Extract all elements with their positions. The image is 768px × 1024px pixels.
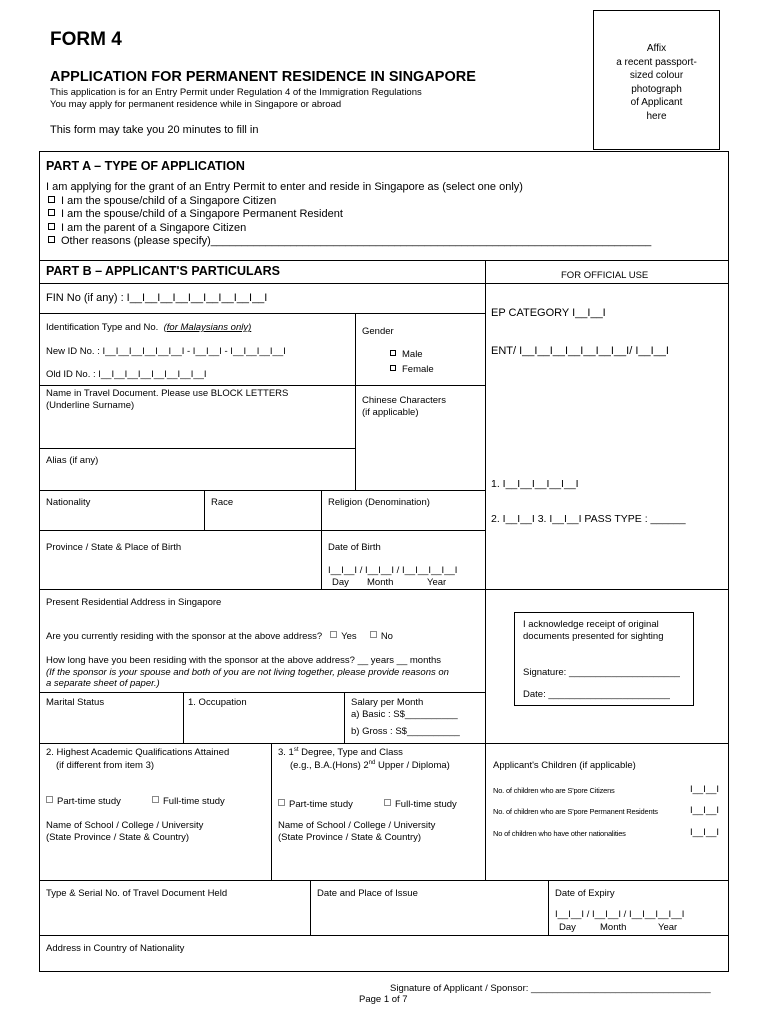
checkbox-icon[interactable] [278, 799, 285, 806]
salary-basic-field[interactable]: a) Basic : S$__________ [351, 709, 458, 720]
expiry-label: Date of Expiry [555, 888, 615, 899]
highest-qualification-label: 2. Highest Academic Qualifications Attained [46, 747, 230, 758]
children-citizens-label: No. of children who are S'pore Citizens [493, 786, 615, 795]
ep-category-field: EP CATEGORY I__I__I [491, 307, 606, 319]
checkbox-icon[interactable] [390, 350, 396, 356]
checkbox-icon[interactable] [384, 799, 391, 806]
official-line-2: 2. I__I__I 3. I__I__I PASS TYPE : ______ [491, 513, 686, 525]
photo-text-5: of Applicant [630, 97, 683, 108]
residing-duration-note-2: a separate sheet of paper.) [46, 678, 160, 689]
children-pr-field[interactable]: I__I__I [690, 805, 720, 816]
issue-date-place-label: Date and Place of Issue [317, 888, 418, 899]
children-other-label: No of children who have other nationalities [493, 829, 626, 838]
residing-question: Are you currently residing with the sponsor at the above address? Yes No [46, 631, 393, 642]
ack-signature-field: Signature: _____________________ [523, 667, 680, 678]
chinese-characters-label: Chinese Characters [362, 395, 446, 406]
salary-gross-field[interactable]: b) Gross : S$__________ [351, 726, 460, 737]
school-note-2: (State Province / State & Country) [278, 832, 422, 843]
checkbox-icon[interactable] [46, 796, 53, 803]
time-note: This form may take you 20 minutes to fill in [50, 124, 259, 136]
subtitle-regulation: This application is for an Entry Permit under Regulation 4 of the Immigration Regulations [50, 87, 422, 98]
occupation-label: 1. Occupation [188, 697, 247, 708]
option-other[interactable]: Other reasons (please specify)________________________________________________________________________ [48, 235, 651, 248]
gender-label: Gender [362, 326, 394, 337]
religion-label: Religion (Denomination) [328, 497, 430, 508]
old-id-field[interactable]: Old ID No. : I__I__I__I__I__I__I__I__I [46, 369, 207, 380]
divider [39, 692, 485, 693]
first-degree-label: 3. 1st Degree, Type and Class [278, 747, 403, 759]
ent-field: ENT/ I__I__I__I__I__I__I__I/ I__I__I [491, 345, 669, 357]
option-parent-citizen[interactable]: I am the parent of a Singapore Citizen [48, 222, 246, 235]
divider [39, 935, 729, 936]
divider [39, 743, 729, 744]
salary-label: Salary per Month [351, 697, 424, 708]
checkbox-icon[interactable] [390, 365, 396, 371]
residing-yes-option[interactable]: Yes [330, 631, 357, 642]
divider [39, 385, 485, 386]
birth-place-label: Province / State & Place of Birth [46, 542, 182, 553]
divider [355, 313, 356, 490]
divider [39, 880, 729, 881]
divider [485, 743, 486, 880]
checkbox-icon[interactable] [48, 196, 55, 203]
official-column-divider [485, 260, 486, 743]
part-a-heading: PART A – TYPE OF APPLICATION [46, 159, 245, 173]
divider [39, 283, 729, 284]
divider [39, 260, 729, 261]
new-id-field[interactable]: New ID No. : I__I__I__I__I__I__I - I__I__I - I__I__I__I__I [46, 346, 286, 357]
gender-female-option[interactable]: Female [390, 364, 434, 375]
checkbox-icon[interactable] [152, 796, 159, 803]
part-b-heading: PART B – APPLICANT'S PARTICULARS [46, 264, 280, 278]
id-type-label: Identification Type and No. (for Malaysians only) [46, 322, 252, 333]
expiry-day-label: Day [559, 922, 576, 933]
school-note-1: (State Province / State & Country) [46, 832, 190, 843]
dob-month-label: Month [367, 577, 394, 588]
children-citizens-field[interactable]: I__I__I [690, 784, 720, 795]
highest-qualification-note: (if different from item 3) [56, 760, 155, 771]
photo-text-4: photograph [631, 83, 682, 95]
expiry-month-label: Month [600, 922, 627, 933]
option-spouse-citizen[interactable]: I am the spouse/child of a Singapore Citizen [48, 195, 276, 208]
divider [39, 490, 485, 491]
form-number: FORM 4 [50, 29, 122, 50]
divider [271, 743, 272, 880]
fin-field[interactable]: FIN No (if any) : I__I__I__I__I__I__I__I__I__I [46, 292, 268, 304]
expiry-field[interactable]: I__I__I / I__I__I / I__I__I__I__I [555, 909, 685, 920]
dob-label: Date of Birth [328, 542, 381, 553]
travel-doc-label: Type & Serial No. of Travel Document Held [46, 888, 228, 899]
official-line-1: 1. I__I__I__I__I__I [491, 478, 579, 490]
checkbox-icon[interactable] [48, 209, 55, 216]
checkbox-icon[interactable] [330, 631, 337, 638]
residing-duration-question: How long have you been residing with the sponsor at the above address? __ years __ months [46, 655, 442, 666]
part-a-intro: I am applying for the grant of an Entry Permit to enter and reside in Singapore as (select one only) [46, 181, 523, 193]
children-pr-label: No. of children who are S'pore Permanent Residents [493, 807, 658, 816]
subtitle-apply-where: You may apply for permanent residence while in Singapore or abroad [50, 99, 342, 110]
divider [39, 448, 355, 449]
parttime-option-1[interactable]: Part-time study [46, 796, 121, 807]
divider [548, 880, 549, 935]
children-heading: Applicant's Children (if applicable) [493, 760, 636, 771]
nationality-address-label: Address in Country of Nationality [46, 943, 185, 954]
checkbox-icon[interactable] [48, 223, 55, 230]
dob-field[interactable]: I__I__I / I__I__I / I__I__I__I__I [328, 565, 458, 576]
school-label-1: Name of School / College / University [46, 820, 204, 831]
divider [344, 692, 345, 743]
divider [39, 530, 485, 531]
residing-duration-note: (If the sponsor is your spouse and both of you are not living together, please provide reasons on [46, 667, 449, 678]
fulltime-option-1[interactable]: Full-time study [152, 796, 225, 807]
divider [321, 490, 322, 589]
page-number: Page 1 of 7 [359, 994, 408, 1005]
gender-male-option[interactable]: Male [390, 349, 423, 360]
photo-text-2: a recent passport- [616, 56, 697, 68]
race-label: Race [211, 497, 234, 508]
expiry-year-label: Year [658, 922, 678, 933]
photo-text-1: Affix [646, 43, 667, 54]
photo-text-3: sized colour [629, 70, 684, 81]
ack-text-2: documents presented for sighting [523, 631, 664, 642]
applicant-signature-line[interactable]: Signature of Applicant / Sponsor: __________________________________ [390, 983, 711, 994]
checkbox-icon[interactable] [48, 236, 55, 243]
divider [39, 313, 485, 314]
official-use-heading: FOR OFFICIAL USE [561, 270, 649, 281]
chinese-characters-note: (if applicable) [362, 407, 419, 418]
option-spouse-pr[interactable]: I am the spouse/child of a Singapore Permanent Resident [48, 208, 343, 221]
photo-text-6: here [646, 110, 667, 122]
photo-box [593, 10, 720, 150]
sg-address-label: Present Residential Address in Singapore [46, 597, 222, 608]
dob-year-label: Year [427, 577, 447, 588]
school-label-2: Name of School / College / University [278, 820, 436, 831]
ack-text-1: I acknowledge receipt of original [523, 619, 659, 630]
divider [204, 490, 205, 530]
residing-no-option[interactable]: No [370, 631, 393, 642]
divider [183, 692, 184, 743]
nationality-label: Nationality [46, 497, 91, 508]
children-other-field[interactable]: I__I__I [690, 827, 720, 838]
acknowledgement-box [514, 612, 694, 706]
fulltime-option-2[interactable]: Full-time study [384, 799, 457, 810]
alias-label: Alias (if any) [46, 455, 99, 466]
divider [310, 880, 311, 935]
checkbox-icon[interactable] [370, 631, 377, 638]
divider [39, 589, 729, 590]
name-label-note: (Underline Surname) [46, 400, 135, 411]
form-title: APPLICATION FOR PERMANENT RESIDENCE IN SINGAPORE [50, 69, 476, 85]
marital-status-label: Marital Status [46, 697, 105, 708]
name-label: Name in Travel Document. Please use BLOCK LETTERS [46, 388, 289, 399]
ack-date-field: Date: _______________________ [523, 689, 670, 700]
dob-day-label: Day [332, 577, 349, 588]
parttime-option-2[interactable]: Part-time study [278, 799, 353, 810]
first-degree-example: (e.g., B.A.(Hons) 2nd Upper / Diploma) [290, 760, 450, 772]
